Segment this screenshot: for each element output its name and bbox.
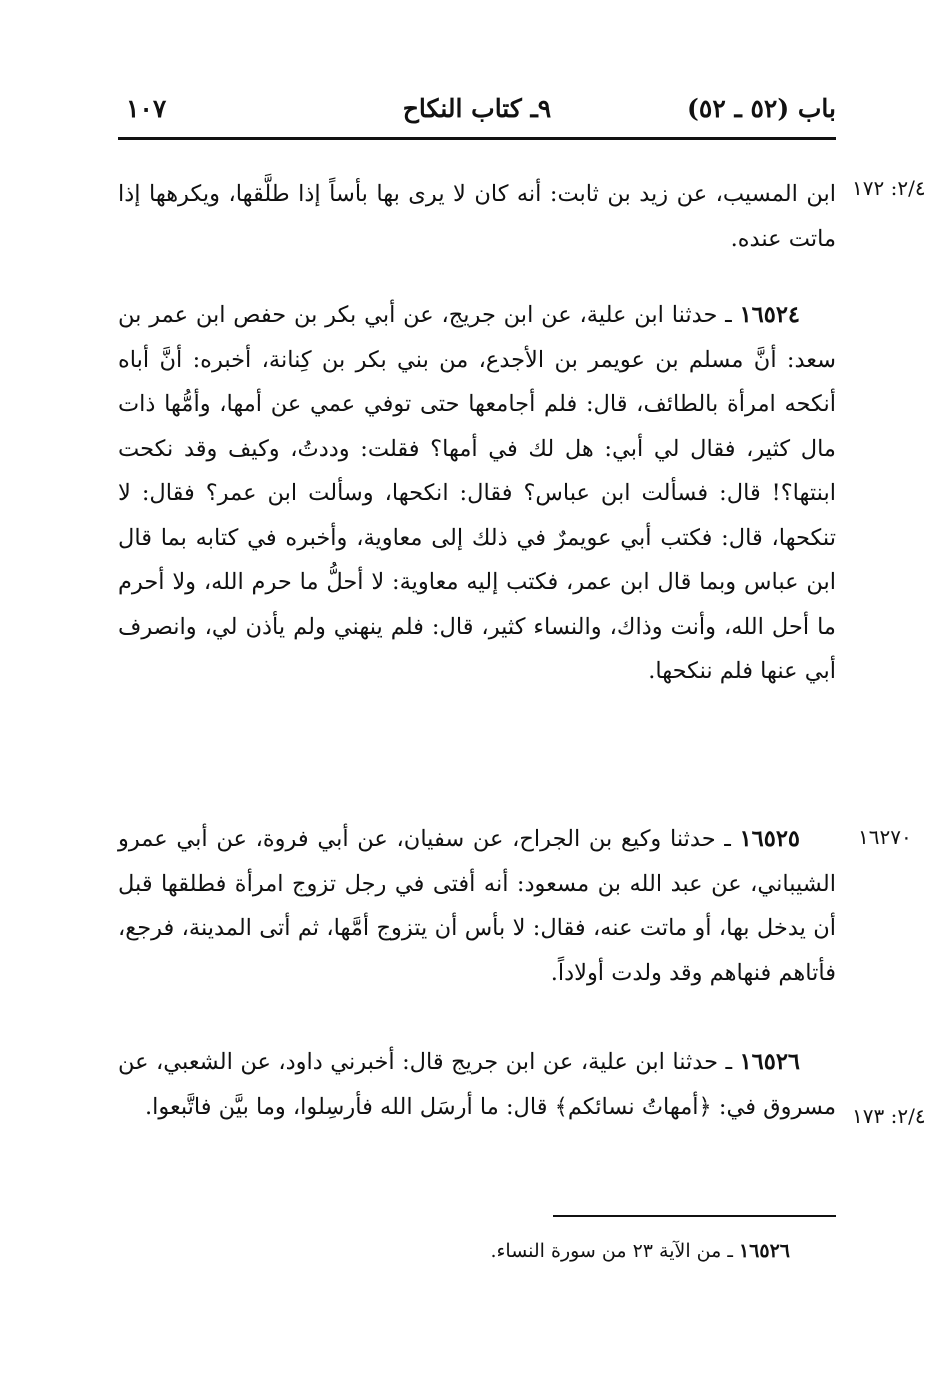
margin-reference: ٢/٤: ١٧٢	[852, 176, 926, 200]
hadith-16526	[118, 1040, 836, 1129]
hadith-number: ١٦٥٢٤	[739, 302, 800, 328]
hadith-16525	[118, 817, 836, 995]
hadith-number: ١٦٥٢٦	[739, 1049, 800, 1075]
footnote-number: ١٦٥٢٦	[738, 1240, 790, 1262]
page-header	[118, 86, 836, 136]
footnote-divider	[553, 1215, 836, 1217]
footnote-text: ـ من الآية ٢٣ من سورة النساء.	[490, 1240, 739, 1262]
page-number: ١٠٧	[126, 94, 167, 123]
chapter-heading: باب (٥٢ ـ ٥٢)	[687, 94, 836, 123]
footnote	[118, 1236, 790, 1266]
hadith-text: ـ حدثنا ابن علية، عن ابن جريج، عن أبي بكر بن حفص ابن عمر بن سعد: أنَّ مسلم بن عويمر بن الأجدع، من بني بكر بن كِنانة، أخبره: أنَّ أباه أنكحه امرأة بالطائف، قال: فلم أجامعها حتى توفي عمي عن أمها، وأمُّها ذات مال كثير، فقال لي أبي: هل لك في أمها؟ فقلت: وددتُ، وكيف وقد نكحت ابنتها؟! قال: فسألت ابن عباس؟ فقال: انكحها، وسألت ابن عمر؟ فقال: لا تنكحها، قال: فكتب أبي عويمرٌ في ذلك إلى معاوية، وأخبره في كتابه بما قال ابن عباس وبما قال ابن عمر، فكتب إليه معاوية: لا أحلُّ ما حرم الله، ولا أحرم ما أحل الله، وأنت وذاك، والنساء كثير، قال: فلم ينهني ولم يأذن لي، وانصرف أبي عنها فلم ننكحها.	[118, 302, 836, 684]
paragraph-continuation	[118, 172, 836, 261]
book-title: ٩ـ كتاب النكاح	[402, 94, 552, 123]
hadith-text: ـ حدثنا ابن علية، عن ابن جريج قال: أخبرني داود، عن الشعبي، عن مسروق في: ﴿أمهاتُ نسائكم﴾ قال: ما أرسَل الله فأرسِلوا، وما بيَّن فاتَّبعوا.	[118, 1049, 836, 1120]
margin-reference: ١٦٢٧٠	[858, 825, 912, 849]
header-divider	[118, 137, 836, 140]
margin-reference: ٢/٤: ١٧٣	[852, 1104, 926, 1128]
hadith-16524	[118, 293, 836, 694]
hadith-number: ١٦٥٢٥	[739, 826, 800, 852]
paragraph-text: ابن المسيب، عن زيد بن ثابت: أنه كان لا يرى بها بأساً إذا طلَّقها، ويكرهها إذا ماتت عنده.	[118, 181, 836, 252]
hadith-text: ـ حدثنا وكيع بن الجراح، عن سفيان، عن أبي فروة، عن أبي عمرو الشيباني، عن عبد الله بن مسعود: أنه أفتى في رجل تزوج امرأة فطلقها قبل أن يدخل بها، أو ماتت عنه، فقال: لا بأس أن يتزوج أمَّها، ثم أتى المدينة، فرجع، فأتاهم فنهاهم وقد ولدت أولاداً.	[118, 826, 836, 986]
